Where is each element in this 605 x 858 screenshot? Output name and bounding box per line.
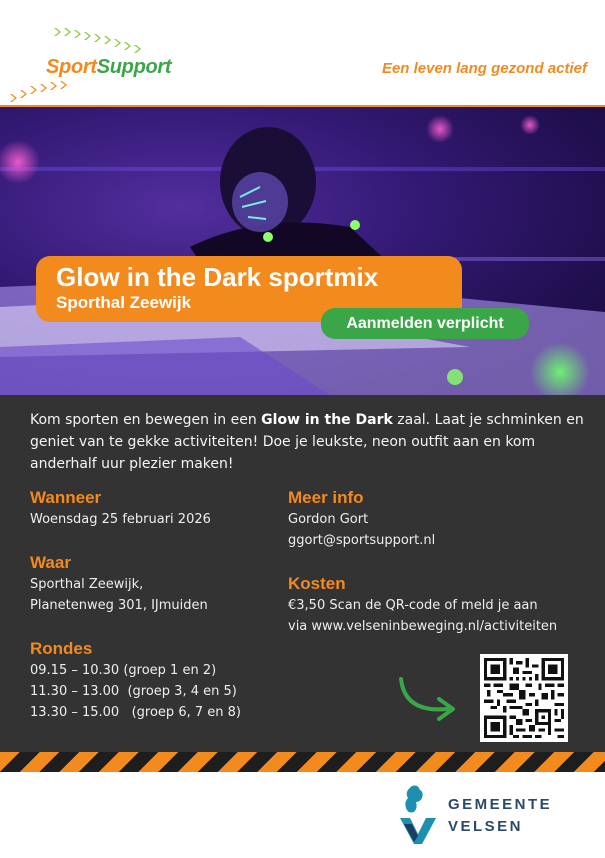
event-location-subtitle: Sporthal Zeewijk <box>56 293 192 312</box>
intro-part1: Kom sporten en bewegen in een <box>30 412 262 428</box>
when-heading: Wanneer <box>30 488 102 507</box>
org-line1: GEMEENTE <box>448 796 553 813</box>
contact-name: Gordon Gort <box>288 512 369 527</box>
costs-heading: Kosten <box>288 574 346 593</box>
arrow-to-qr-icon <box>395 675 465 723</box>
glow-sport-photo <box>0 107 605 395</box>
info-block <box>288 487 435 551</box>
round-item-2: 11.30 – 13.00 (groep 3, 4 en 5) <box>30 684 237 699</box>
costs-block <box>288 573 557 637</box>
costs-line1: €3,50 Scan de QR-code of meld je aan <box>288 598 538 613</box>
info-section <box>0 395 605 772</box>
rounds-heading: Rondes <box>30 639 93 658</box>
gemeente-velsen-crest-icon <box>398 784 438 846</box>
event-title: Glow in the Dark sportmix <box>56 262 379 292</box>
costs-line2[interactable]: via www.velseninbeweging.nl/activiteiten <box>288 619 558 634</box>
gemeente-velsen-wordmark <box>448 794 552 838</box>
qr-code[interactable] <box>480 654 568 742</box>
logo-sport: Sport <box>46 56 97 78</box>
hero-image <box>0 107 605 395</box>
where-line2: Planetenweg 301, IJmuiden <box>30 598 208 613</box>
org-line2: VELSEN <box>448 818 524 835</box>
info-heading: Meer info <box>288 488 364 507</box>
header <box>0 0 605 108</box>
round-item-1: 09.15 – 10.30 (groep 1 en 2) <box>30 663 217 678</box>
intro-bold: Glow in the Dark <box>261 412 393 428</box>
sportsupport-logo <box>8 22 198 112</box>
rounds-block <box>30 638 241 723</box>
intro-part2: zaal. Laat je schminken en geniet van te gekke activiteiten! Doe je leukste, neon outfit aan en kom anderhalf uur plezier maken! <box>30 412 584 472</box>
tagline: Een leven lang gezond actief <box>381 60 587 77</box>
where-block <box>30 552 208 616</box>
intro-text <box>30 409 590 475</box>
when-block <box>30 487 211 530</box>
round-item-3: 13.30 – 15.00 (groep 6, 7 en 8) <box>30 705 241 720</box>
contact-email[interactable]: ggort@sportsupport.nl <box>288 533 436 548</box>
logo-text <box>46 56 171 79</box>
footer <box>0 772 605 858</box>
logo-support: Support <box>96 56 172 78</box>
where-heading: Waar <box>30 553 71 572</box>
when-date: Woensdag 25 februari 2026 <box>30 512 211 527</box>
where-line1: Sporthal Zeewijk, <box>30 577 144 592</box>
registration-required-badge: Aanmelden verplicht <box>321 308 529 339</box>
qr-code-icon <box>484 658 564 738</box>
hazard-stripes <box>0 752 605 772</box>
